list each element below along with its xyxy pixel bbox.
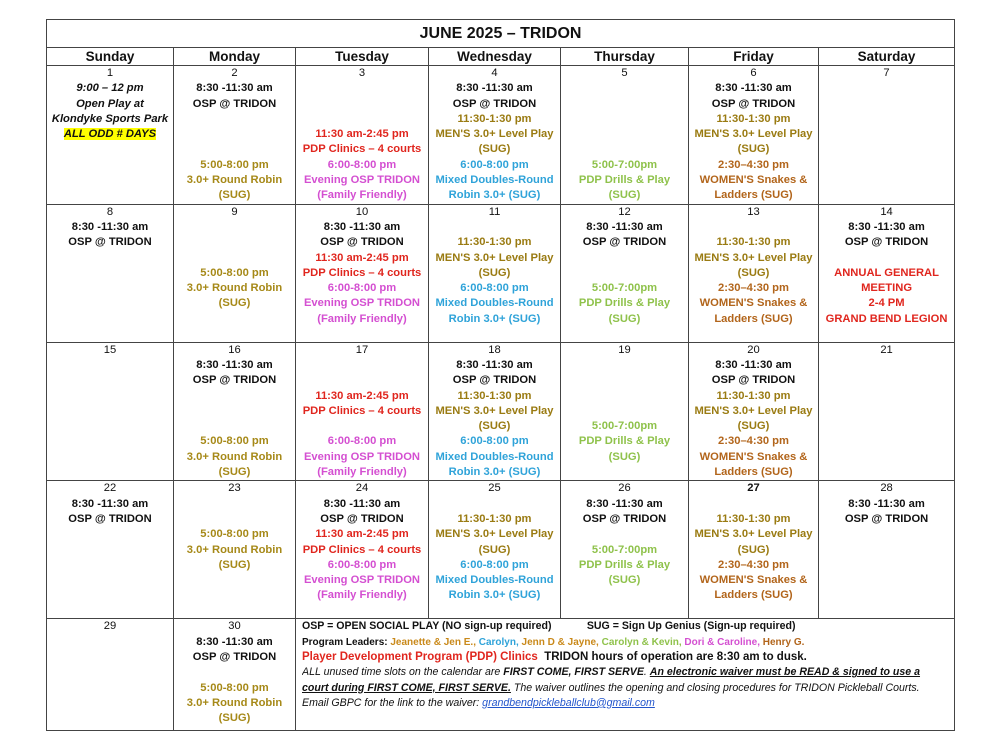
event-line: OSP @ TRIDON xyxy=(711,374,796,387)
date-number: 27 xyxy=(747,482,760,495)
spacer xyxy=(561,251,688,266)
spacer xyxy=(561,266,688,281)
day-cell-17 xyxy=(296,342,429,481)
event-line: PDP Drills & Play xyxy=(578,435,671,448)
program-leaders xyxy=(302,635,954,650)
day-cell-16 xyxy=(174,342,296,481)
calendar-table xyxy=(46,19,955,731)
date-number: 4 xyxy=(491,67,498,79)
spacer xyxy=(174,112,295,127)
date-number: 28 xyxy=(880,482,893,495)
day-cell-25 xyxy=(429,481,561,619)
event-line: 8:30 -11:30 am xyxy=(456,358,533,371)
event-line: 2:30–4:30 pm xyxy=(718,435,789,448)
event-line: (Family Friendly) xyxy=(317,312,407,325)
event-line: WOMEN'S Snakes & xyxy=(699,297,808,310)
event-line: 11:30-1:30 pm xyxy=(716,236,791,249)
event-line: 8:30 -11:30 am xyxy=(848,497,925,510)
spacer xyxy=(174,220,295,235)
spacer xyxy=(561,404,688,419)
program-leader: Dori & Caroline, xyxy=(684,636,760,648)
event-line: 2-4 PM xyxy=(868,297,905,310)
day-cell-20 xyxy=(689,342,819,481)
event-line: 8:30 -11:30 am xyxy=(71,220,149,233)
event-line: Klondyke Sports Park xyxy=(51,112,169,125)
event-line: MEN'S 3.0+ Level Play xyxy=(435,128,554,141)
event-line: OSP @ TRIDON xyxy=(68,512,152,525)
spacer xyxy=(689,497,818,512)
spacer xyxy=(561,127,688,142)
event-line: MEN'S 3.0+ Level Play xyxy=(435,528,554,541)
event-line: 11:30-1:30 pm xyxy=(716,112,791,125)
event-line: Evening OSP TRIDON xyxy=(303,574,421,587)
day-cell-7 xyxy=(819,66,955,205)
event-line: MEN'S 3.0+ Level Play xyxy=(694,128,813,141)
date-number: 3 xyxy=(358,67,366,79)
event-line: PDP Clinics – 4 courts xyxy=(302,143,422,156)
day-cell-22 xyxy=(47,481,174,619)
event-line: 8:30 -11:30 am xyxy=(71,497,149,510)
event-line: MEN'S 3.0+ Level Play xyxy=(694,404,813,417)
event-line: 6:00-8:00 pm xyxy=(327,282,397,295)
day-cell-3 xyxy=(296,66,429,205)
event-line: 3.0+ Round Robin xyxy=(186,174,283,187)
event-line: (Family Friendly) xyxy=(317,189,407,202)
unused-slots-text: ALL unused time slots on the calendar are xyxy=(302,666,504,679)
week-row-4 xyxy=(47,481,955,619)
event-line: (SUG) xyxy=(737,143,770,156)
day-cell-11 xyxy=(429,204,561,342)
date-number: 19 xyxy=(618,343,631,356)
event-line: 6:00-8:00 pm xyxy=(327,558,397,571)
event-line: 11:30-1:30 pm xyxy=(457,112,532,125)
event-line: Evening OSP TRIDON xyxy=(303,450,421,463)
program-leaders-label: Program Leaders: xyxy=(302,636,388,648)
event-line: OSP @ TRIDON xyxy=(192,650,277,663)
event-line: PDP Clinics – 4 courts xyxy=(302,404,422,417)
event-line: 8:30 -11:30 am xyxy=(715,82,792,95)
day-cell-27 xyxy=(689,481,819,619)
day-cell-18 xyxy=(429,342,561,481)
program-leader: Carolyn & Kevin, xyxy=(601,636,682,648)
event-line: Robin 3.0+ (SUG) xyxy=(448,589,541,602)
date-number: 16 xyxy=(228,343,241,356)
event-line: 2:30–4:30 pm xyxy=(718,282,789,295)
email-prefix: Email GBPC for the link to the waiver: xyxy=(302,696,483,709)
day-cell-5 xyxy=(561,66,689,205)
event-line: WOMEN'S Snakes & xyxy=(699,574,808,587)
program-leader: Jenn D & Jayne, xyxy=(521,636,599,648)
event-line: OSP @ TRIDON xyxy=(582,512,667,525)
date-number: 10 xyxy=(355,205,369,218)
spacer xyxy=(819,251,954,266)
pdp-program-label: Player Development Program (PDP) Clinics xyxy=(302,650,538,663)
event-line: 6:00-8:00 pm xyxy=(327,158,397,171)
date-number: 21 xyxy=(880,343,893,356)
spacer xyxy=(174,142,295,157)
hours-of-operation: TRIDON hours of operation are 8:30 am to dusk. xyxy=(544,650,807,663)
event-line: PDP Clinics – 4 courts xyxy=(302,266,422,279)
spacer xyxy=(174,512,295,527)
event-line: (SUG) xyxy=(218,558,251,571)
event-line: OSP @ TRIDON xyxy=(844,512,929,525)
date-number: 26 xyxy=(618,482,631,495)
legend-notes xyxy=(296,619,955,731)
event-line: 2:30–4:30 pm xyxy=(718,158,789,171)
event-line: MEETING xyxy=(861,282,913,295)
spacer xyxy=(174,665,295,680)
week-row-6 xyxy=(47,619,955,731)
calendar-title: JUNE 2025 – TRIDON xyxy=(47,20,955,48)
event-line: 5:00-7:00pm xyxy=(591,420,658,433)
event-line: OSP @ TRIDON xyxy=(68,236,152,249)
spacer xyxy=(429,220,560,235)
day-cell-12 xyxy=(561,204,689,342)
unused-slots-separator: . xyxy=(643,666,650,679)
spacer xyxy=(296,419,428,434)
spacer xyxy=(689,220,818,235)
date-number: 24 xyxy=(355,482,369,495)
event-line: ANNUAL GENERAL xyxy=(834,266,939,279)
event-line: (SUG) xyxy=(478,420,511,433)
event-line: Ladders (SUG) xyxy=(714,189,793,202)
day-cell-8 xyxy=(47,204,174,342)
spacer xyxy=(561,81,688,96)
event-line: (Family Friendly) xyxy=(317,466,407,479)
spacer xyxy=(174,404,295,419)
event-line: OSP @ TRIDON xyxy=(452,374,537,387)
day-cell-10 xyxy=(296,204,429,342)
event-line: 5:00-7:00pm xyxy=(591,158,658,171)
spacer xyxy=(174,127,295,142)
event-line: Evening OSP TRIDON xyxy=(303,174,421,187)
date-number: 9 xyxy=(231,205,238,218)
event-line: (SUG) xyxy=(218,466,251,479)
event-line: (SUG) xyxy=(218,189,251,202)
event-line: OSP @ TRIDON xyxy=(320,512,404,525)
date-number: 23 xyxy=(228,482,241,495)
day-cell-15 xyxy=(47,342,174,481)
day-cell-14 xyxy=(819,204,955,342)
date-number: 11 xyxy=(488,205,501,218)
weekday-sunday: Sunday xyxy=(47,48,174,66)
event-line: GRAND BEND LEGION xyxy=(825,312,948,325)
event-line: 8:30 -11:30 am xyxy=(848,220,925,233)
date-number: 29 xyxy=(103,620,117,633)
event-line: 11:30 am-2:45 pm xyxy=(315,528,409,541)
weekday-thursday: Thursday xyxy=(561,48,689,66)
event-line: 5:00-7:00pm xyxy=(591,282,658,295)
event-line: (SUG) xyxy=(478,266,511,279)
date-number: 5 xyxy=(621,67,628,79)
event-line: Open Play at xyxy=(76,97,144,110)
unused-slots-line xyxy=(302,665,954,680)
event-line: OSP @ TRIDON xyxy=(320,236,404,249)
day-cell-30 xyxy=(174,619,296,731)
spacer xyxy=(296,373,428,388)
event-line: 9:00 – 12 pm xyxy=(76,82,144,95)
event-line: (SUG) xyxy=(737,420,770,433)
event-line: 5:00-8:00 pm xyxy=(200,158,269,171)
event-line: (SUG) xyxy=(608,574,641,587)
event-line: (SUG) xyxy=(608,450,641,463)
event-line: (SUG) xyxy=(218,712,251,725)
date-number: 30 xyxy=(228,620,241,633)
spacer xyxy=(174,235,295,250)
event-line: 3.0+ Round Robin xyxy=(186,696,283,709)
event-line: WOMEN'S Snakes & xyxy=(699,450,808,463)
spacer xyxy=(174,419,295,434)
event-line: 8:30 -11:30 am xyxy=(586,497,663,510)
event-line: 8:30 -11:30 am xyxy=(586,220,663,233)
weekday-header-row xyxy=(47,48,955,66)
day-cell-19 xyxy=(561,342,689,481)
waiver-requirement-1: An electronic waiver must be READ & signed to use a xyxy=(649,666,921,679)
pdp-hours-line xyxy=(302,650,954,665)
event-line: 11:30-1:30 pm xyxy=(716,389,791,402)
date-number: 1 xyxy=(106,67,114,79)
event-line: (SUG) xyxy=(608,189,641,202)
date-number: 6 xyxy=(750,67,757,79)
event-line: OSP @ TRIDON xyxy=(192,374,277,387)
spacer xyxy=(561,97,688,112)
event-line: OSP @ TRIDON xyxy=(582,236,667,249)
spacer xyxy=(429,497,560,512)
date-number: 17 xyxy=(355,343,369,356)
event-line: 11:30-1:30 pm xyxy=(457,512,532,525)
event-line: WOMEN'S Snakes & xyxy=(699,174,808,187)
email-link[interactable]: grandbendpickleballclub@gmail.com xyxy=(482,696,655,709)
day-cell-13 xyxy=(689,204,819,342)
spacer xyxy=(296,81,428,96)
osp-definition: OSP = OPEN SOCIAL PLAY (NO sign-up required) xyxy=(302,620,552,633)
program-leader: Jeanette & Jen E., xyxy=(390,636,476,648)
week-row-3 xyxy=(47,342,955,481)
event-line: Evening OSP TRIDON xyxy=(303,297,421,310)
spacer xyxy=(561,142,688,157)
day-cell-1 xyxy=(47,66,174,205)
date-number: 22 xyxy=(103,482,117,495)
event-line: MEN'S 3.0+ Level Play xyxy=(694,251,813,264)
date-number: 12 xyxy=(618,205,631,218)
day-cell-2 xyxy=(174,66,296,205)
sug-definition: SUG = Sign Up Genius (Sign-up required) xyxy=(586,620,796,633)
event-line: 6:00-8:00 pm xyxy=(460,558,529,571)
spacer xyxy=(174,251,295,266)
event-line: MEN'S 3.0+ Level Play xyxy=(694,528,813,541)
event-line: OSP @ TRIDON xyxy=(452,97,537,110)
first-come-first-serve: FIRST COME, FIRST SERVE xyxy=(503,666,644,679)
event-line: MEN'S 3.0+ Level Play xyxy=(435,404,554,417)
day-cell-26 xyxy=(561,481,689,619)
weekday-wednesday: Wednesday xyxy=(429,48,561,66)
program-leader: Henry G. xyxy=(762,636,805,648)
event-line: 5:00-7:00pm xyxy=(591,543,658,556)
week-row-1 xyxy=(47,66,955,205)
week-row-2 xyxy=(47,204,955,342)
event-line: 5:00-8:00 pm xyxy=(200,681,269,694)
event-line: 5:00-8:00 pm xyxy=(200,435,269,448)
event-line: Mixed Doubles-Round xyxy=(435,174,554,187)
event-line: 2:30–4:30 pm xyxy=(718,558,789,571)
event-line: 8:30 -11:30 am xyxy=(196,82,273,95)
event-line: Ladders (SUG) xyxy=(714,589,793,602)
event-line: PDP Drills & Play xyxy=(578,174,671,187)
event-line: 11:30 am-2:45 pm xyxy=(315,251,409,264)
event-line: MEN'S 3.0+ Level Play xyxy=(435,251,554,264)
event-line: PDP Drills & Play xyxy=(578,297,671,310)
event-line: 8:30 -11:30 am xyxy=(323,220,401,233)
event-line: OSP @ TRIDON xyxy=(844,236,929,249)
program-leader: Carolyn, xyxy=(478,636,519,648)
spacer xyxy=(561,358,688,373)
event-line: PDP Clinics – 4 courts xyxy=(302,543,422,556)
date-number: 7 xyxy=(883,67,890,79)
event-line xyxy=(47,127,173,142)
event-line: 8:30 -11:30 am xyxy=(715,358,792,371)
event-line: (Family Friendly) xyxy=(317,589,407,602)
date-number: 25 xyxy=(488,482,501,495)
spacer xyxy=(174,497,295,512)
day-cell-4 xyxy=(429,66,561,205)
weekday-friday: Friday xyxy=(689,48,819,66)
date-number: 13 xyxy=(747,205,760,218)
day-cell-6 xyxy=(689,66,819,205)
waiver-description: The waiver outlines the opening and closing procedures for TRIDON Pickleball Courts. xyxy=(510,681,920,694)
event-line: 6:00-8:00 pm xyxy=(460,158,529,171)
event-line: 11:30-1:30 pm xyxy=(716,512,791,525)
event-line: (SUG) xyxy=(737,543,770,556)
event-line: 8:30 -11:30 am xyxy=(196,635,273,648)
event-line: Mixed Doubles-Round xyxy=(435,297,554,310)
event-line: 5:00-8:00 pm xyxy=(200,528,269,541)
day-cell-21 xyxy=(819,342,955,481)
event-line: (SUG) xyxy=(478,143,511,156)
event-line: 11:30 am-2:45 pm xyxy=(315,389,409,402)
event-line: 6:00-8:00 pm xyxy=(460,282,529,295)
event-line: 5:00-8:00 pm xyxy=(200,266,269,279)
day-cell-24 xyxy=(296,481,429,619)
date-number: 15 xyxy=(103,343,117,356)
spacer xyxy=(296,112,428,127)
event-line: OSP @ TRIDON xyxy=(711,97,796,110)
day-cell-23 xyxy=(174,481,296,619)
event-line: OSP @ TRIDON xyxy=(192,97,277,110)
event-line: Robin 3.0+ (SUG) xyxy=(448,466,541,479)
event-line: Robin 3.0+ (SUG) xyxy=(448,312,541,325)
waiver-line xyxy=(302,681,954,696)
date-number: 18 xyxy=(488,343,501,356)
event-line: (SUG) xyxy=(737,266,770,279)
spacer xyxy=(296,97,428,112)
day-cell-28 xyxy=(819,481,955,619)
event-line: (SUG) xyxy=(478,543,511,556)
event-line: Ladders (SUG) xyxy=(714,466,793,479)
date-number: 14 xyxy=(880,205,893,218)
highlighted-text: ALL ODD # DAYS xyxy=(63,128,157,141)
date-number: 2 xyxy=(231,67,238,79)
date-number: 8 xyxy=(106,205,114,218)
spacer xyxy=(561,527,688,542)
legend-definitions xyxy=(302,619,954,634)
event-line: Ladders (SUG) xyxy=(714,312,793,325)
event-line: 11:30 am-2:45 pm xyxy=(315,128,409,141)
event-line: (SUG) xyxy=(218,297,251,310)
event-line: 3.0+ Round Robin xyxy=(186,450,283,463)
event-line: Mixed Doubles-Round xyxy=(435,574,554,587)
weekday-tuesday: Tuesday xyxy=(296,48,429,66)
event-line: 3.0+ Round Robin xyxy=(186,543,283,556)
spacer xyxy=(174,389,295,404)
event-line: 6:00-8:00 pm xyxy=(327,435,397,448)
spacer xyxy=(561,373,688,388)
date-number: 20 xyxy=(747,343,760,356)
waiver-requirement-2: court during FIRST COME, FIRST SERVE. xyxy=(302,681,511,694)
event-line: 8:30 -11:30 am xyxy=(196,358,273,371)
event-line: 8:30 -11:30 am xyxy=(323,497,401,510)
event-line: 11:30-1:30 pm xyxy=(457,389,532,402)
weekday-monday: Monday xyxy=(174,48,296,66)
event-line: Robin 3.0+ (SUG) xyxy=(448,189,541,202)
event-line: 6:00-8:00 pm xyxy=(460,435,529,448)
event-line: Mixed Doubles-Round xyxy=(435,450,554,463)
spacer xyxy=(296,358,428,373)
day-cell-29 xyxy=(47,619,174,731)
event-line: 3.0+ Round Robin xyxy=(186,282,283,295)
day-cell-9 xyxy=(174,204,296,342)
event-line: 11:30-1:30 pm xyxy=(457,236,532,249)
event-line: 8:30 -11:30 am xyxy=(456,82,533,95)
event-line: (SUG) xyxy=(608,312,641,325)
spacer xyxy=(561,389,688,404)
event-line: PDP Drills & Play xyxy=(578,558,671,571)
weekday-saturday: Saturday xyxy=(819,48,955,66)
email-line xyxy=(302,696,954,711)
spacer xyxy=(561,112,688,127)
